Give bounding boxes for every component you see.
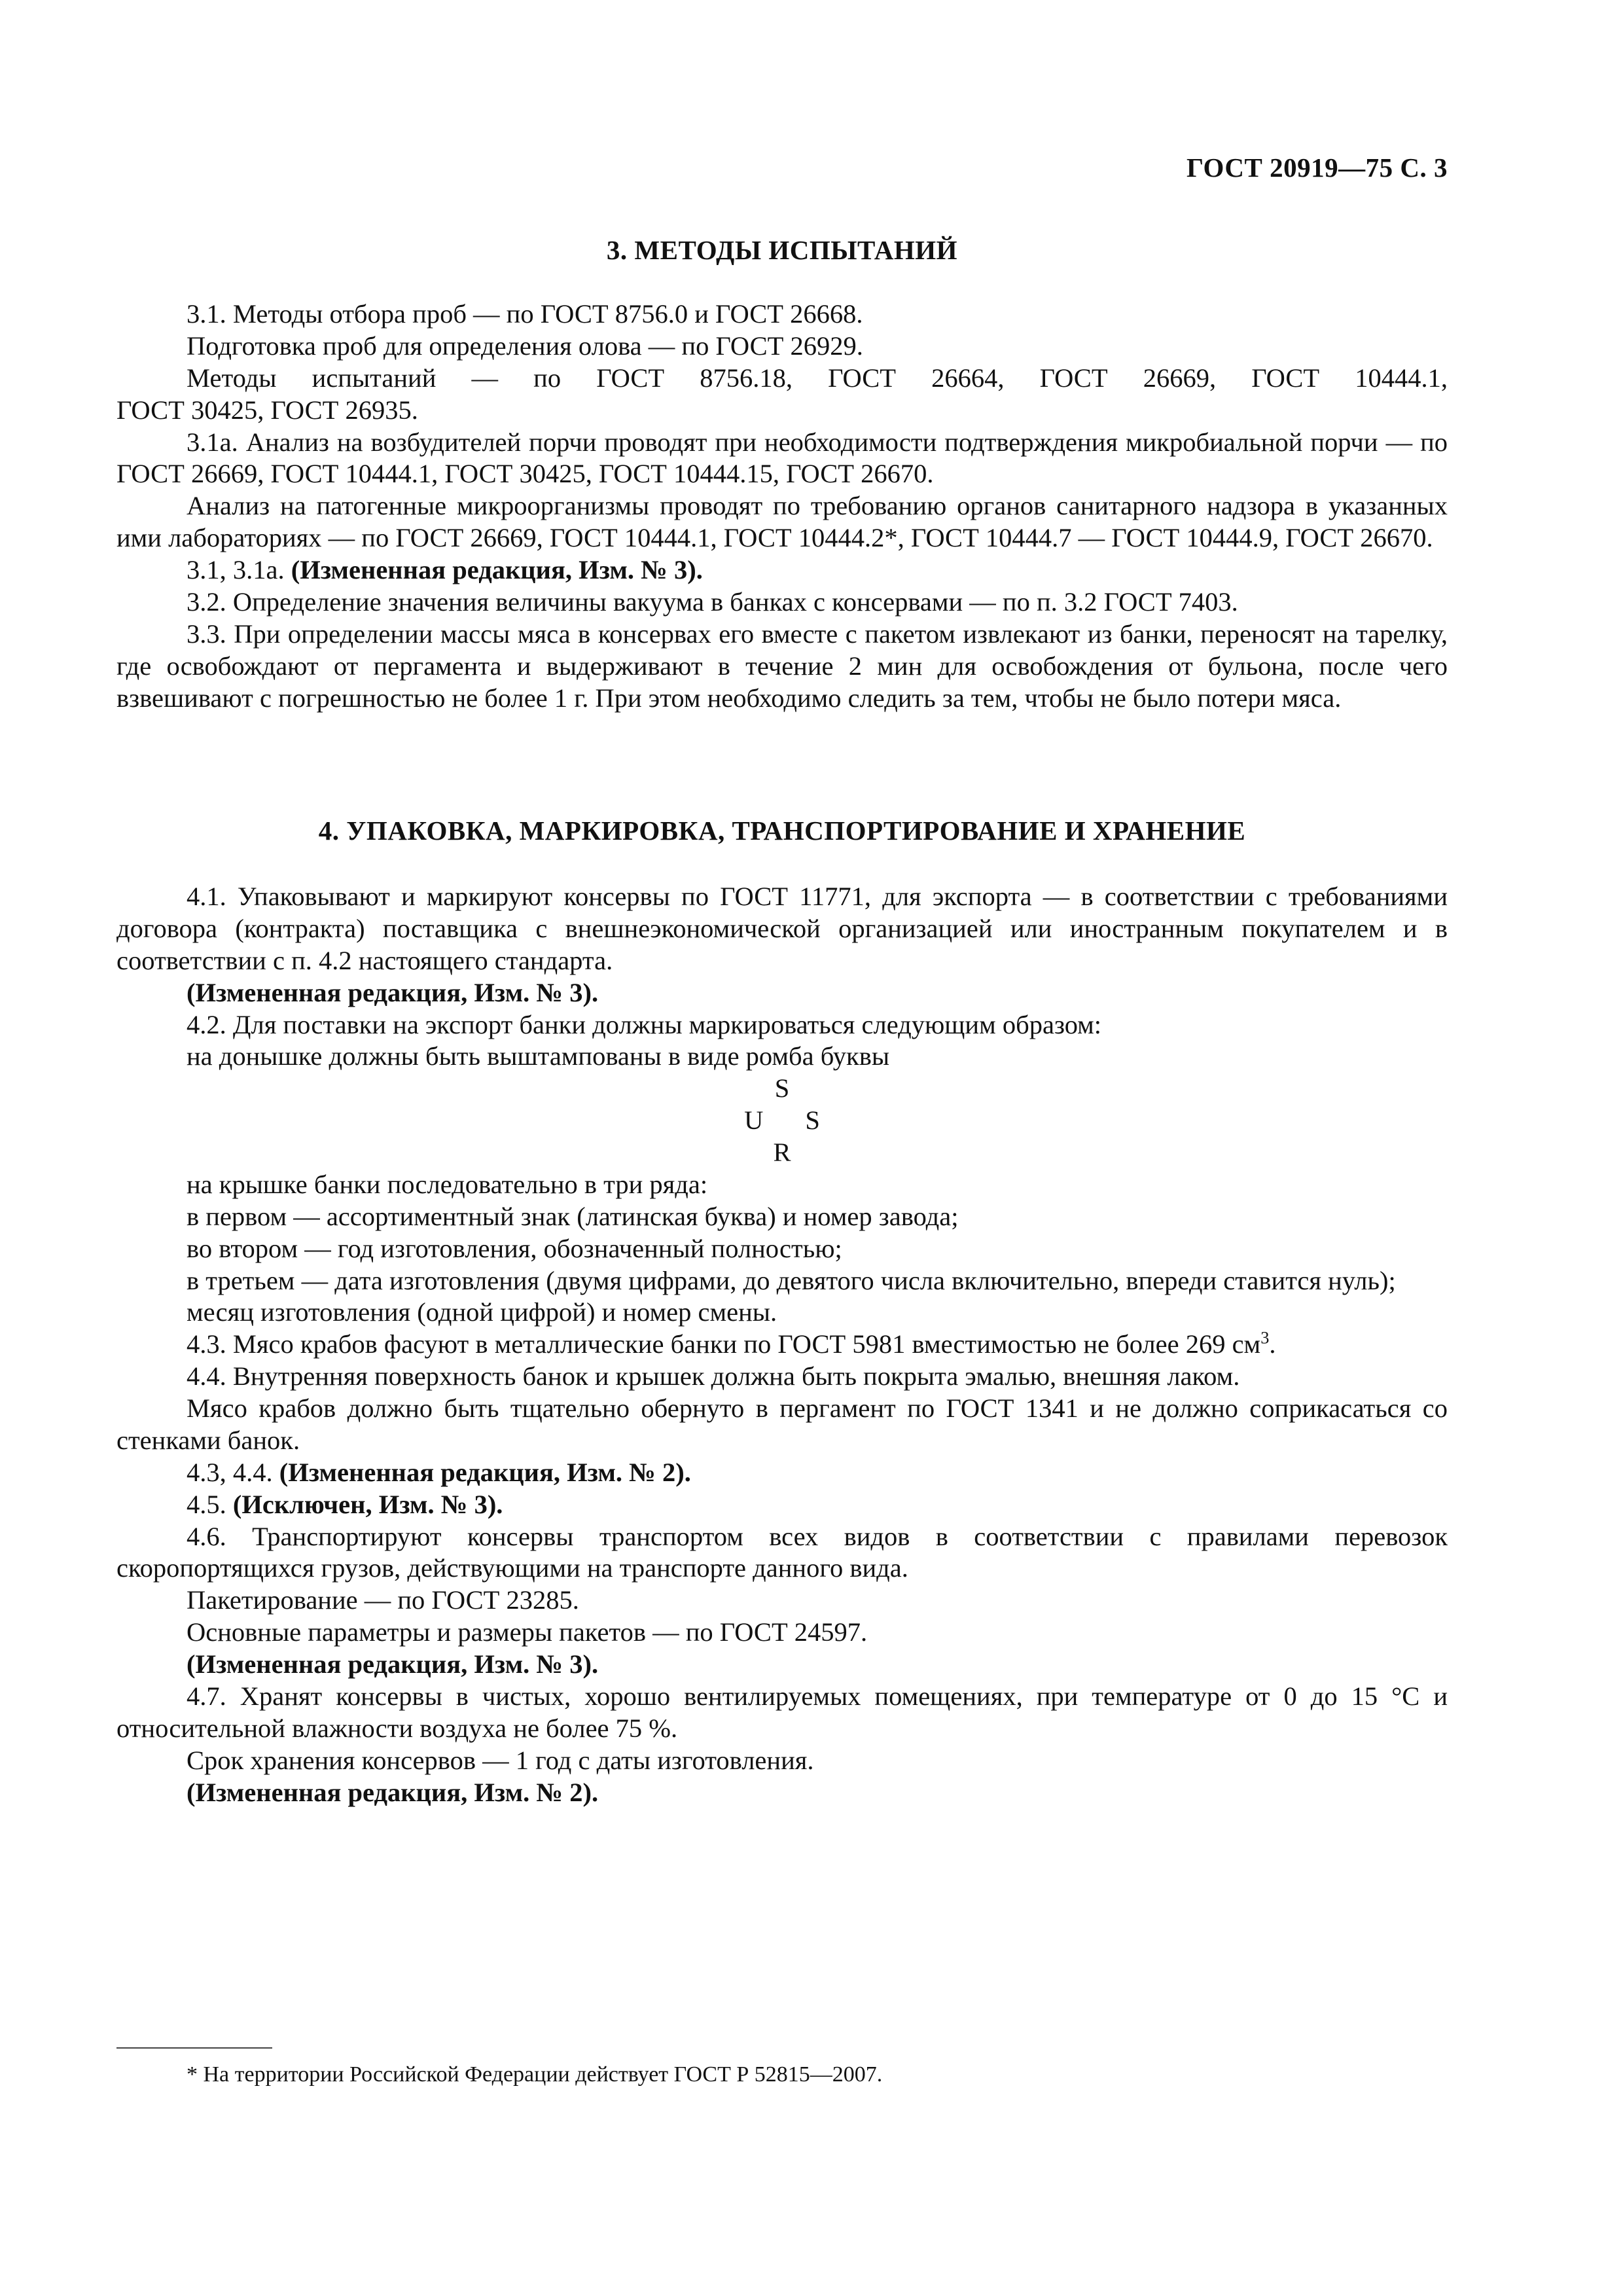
paragraph-4-7: 4.7. Хранят консервы в чистых, хорошо вентилируемых помещениях, при температуре от 0 до 15 °С и относительной влажности воздуха не более 75 %.	[116, 1681, 1448, 1743]
paragraph-4-2-lid: на крышке банки последовательно в три ряда:	[187, 1169, 708, 1199]
paragraph-4-2-bottom: на донышке должны быть выштампованы в виде ромба буквы	[187, 1041, 890, 1071]
paragraph-3-1-prep: Подготовка проб для определения олова — по ГОСТ 26929.	[187, 331, 863, 361]
paragraph-4-3-text: 4.3. Мясо крабов фасуют в металлические банки по ГОСТ 5981 вместимостью не более 269 см	[187, 1329, 1261, 1359]
paragraph-4-6-pallet: Пакетирование — по ГОСТ 23285.	[187, 1585, 579, 1615]
amendment-note: (Измененная редакция, Изм. № 2).	[187, 1777, 599, 1807]
amendment-note: (Измененная редакция, Изм. № 3).	[291, 555, 703, 584]
section-3-body	[116, 298, 1448, 714]
paragraph-4-4-parchment: Мясо крабов должно быть тщательно обернуто в пергамент по ГОСТ 1341 и не должно соприкасаться со стенками банок.	[116, 1393, 1448, 1455]
paragraph-4-4: 4.4. Внутренняя поверхность банок и крышек должна быть покрыта эмалью, внешняя лаком.	[187, 1361, 1240, 1391]
section-4-title: 4. УПАКОВКА, МАРКИРОВКА, ТРАНСПОРТИРОВАНИЕ И ХРАНЕНИЕ	[318, 816, 1246, 846]
section-3-title: 3. МЕТОДЫ ИСПЫТАНИЙ	[606, 235, 958, 265]
paragraph-3-1-methods-line2: ГОСТ 30425, ГОСТ 26935.	[116, 395, 418, 425]
diamond-letter-bottom: R	[773, 1138, 791, 1167]
diamond-letter-right: S	[805, 1105, 820, 1136]
paragraph-4-2: 4.2. Для поставки на экспорт банки должны маркироваться следующим образом:	[187, 1009, 1102, 1039]
period: .	[1269, 1329, 1276, 1359]
paragraph-3-1-methods-line1: Методы испытаний — по ГОСТ 8756.18, ГОСТ 26664, ГОСТ 26669, ГОСТ 10444.1,	[187, 363, 1448, 393]
amendment-note: (Измененная редакция, Изм. № 3).	[187, 1649, 599, 1679]
page-header: ГОСТ 20919—75 С. 3	[1186, 152, 1448, 183]
document-page	[116, 0, 1448, 2296]
excluded-note: (Исключен, Изм. № 3).	[232, 1489, 503, 1519]
amendment-prefix: 4.5.	[187, 1489, 226, 1519]
diamond-letters	[116, 1073, 1448, 1169]
section-4-body	[116, 881, 1448, 1808]
paragraph-4-4-amendment	[116, 1457, 1448, 1489]
amendment-note: (Измененная редакция, Изм. № 2).	[279, 1457, 691, 1487]
diamond-letter-left: U	[744, 1105, 764, 1136]
paragraph-3-1: 3.1. Методы отбора проб — по ГОСТ 8756.0 и ГОСТ 26668.	[187, 299, 863, 329]
amendment-note: (Измененная редакция, Изм. № 3).	[187, 977, 599, 1007]
paragraph-3-2: 3.2. Определение значения величины вакуума в банках с консервами — по п. 3.2 ГОСТ 7403.	[187, 586, 1238, 617]
paragraph-3-1-amendment	[116, 554, 1448, 586]
footnote: * На территории Российской Федерации действует ГОСТ Р 52815—2007.	[187, 2062, 883, 2087]
paragraph-3-1a: 3.1а. Анализ на возбудителей порчи проводят при необходимости подтверждения микробиальной порчи — по ГОСТ 26669, ГОСТ 10444.1, ГОСТ 30425, ГОСТ 10444.15, ГОСТ 26670.	[116, 427, 1448, 489]
paragraph-4-6-amendment	[116, 1649, 1448, 1681]
paragraph-4-2-row2: во втором — год изготовления, обозначенный полностью;	[187, 1233, 842, 1263]
diamond-letter-top: S	[774, 1073, 790, 1103]
paragraph-4-1-amendment	[116, 977, 1448, 1009]
paragraph-4-2-row1: в первом — ассортиментный знак (латинская буква) и номер завода;	[187, 1201, 959, 1231]
paragraph-4-7-shelf-life: Срок хранения консервов — 1 год с даты изготовления.	[187, 1745, 814, 1775]
paragraph-4-2-month: месяц изготовления (одной цифрой) и номер смены.	[187, 1297, 777, 1327]
paragraph-4-1: 4.1. Упаковывают и маркируют консервы по ГОСТ 11771, для экспорта — в соответствии с требованиями договора (контракта) поставщика с внешнеэкономической организацией или иностранным покупателем и в соответствии с п. 4.2 настоящего стандарта.	[116, 882, 1448, 975]
paragraph-4-3	[116, 1329, 1448, 1361]
footnote-divider	[116, 2047, 272, 2049]
paragraph-4-6-params: Основные параметры и размеры пакетов — по ГОСТ 24597.	[187, 1617, 868, 1647]
amendment-prefix: 4.3, 4.4.	[187, 1457, 273, 1487]
paragraph-3-3: 3.3. При определении массы мяса в консервах его вместе с пакетом извлекают из банки, переносят на тарелку, где освобождают от пергамента и выдерживают в течение 2 мин для освобождения от бульона, после чего взвешивают с погрешностью не более 1 г. При этом необходимо следить за тем, чтобы не было потери мяса.	[116, 619, 1448, 713]
amendment-prefix: 3.1, 3.1а.	[187, 555, 285, 584]
paragraph-4-6: 4.6. Транспортируют консервы транспортом всех видов в соответствии с правилами перевозок скоропортящихся грузов, действующими на транспорте данного вида.	[116, 1521, 1448, 1583]
paragraph-3-1a-pathogens: Анализ на патогенные микроорганизмы проводят по требованию органов санитарного надзора в указанных ими лабораториях — по ГОСТ 26669, ГОСТ 10444.1, ГОСТ 10444.2*, ГОСТ 10444.7 — ГОСТ 10444.9, ГОСТ 26670.	[116, 491, 1448, 553]
paragraph-4-2-row3: в третьем — дата изготовления (двумя цифрами, до девятого числа включительно, впереди ставится нуль);	[187, 1265, 1396, 1295]
superscript-3: 3	[1260, 1328, 1270, 1348]
paragraph-4-5	[116, 1489, 1448, 1521]
paragraph-4-7-amendment	[116, 1777, 1448, 1809]
